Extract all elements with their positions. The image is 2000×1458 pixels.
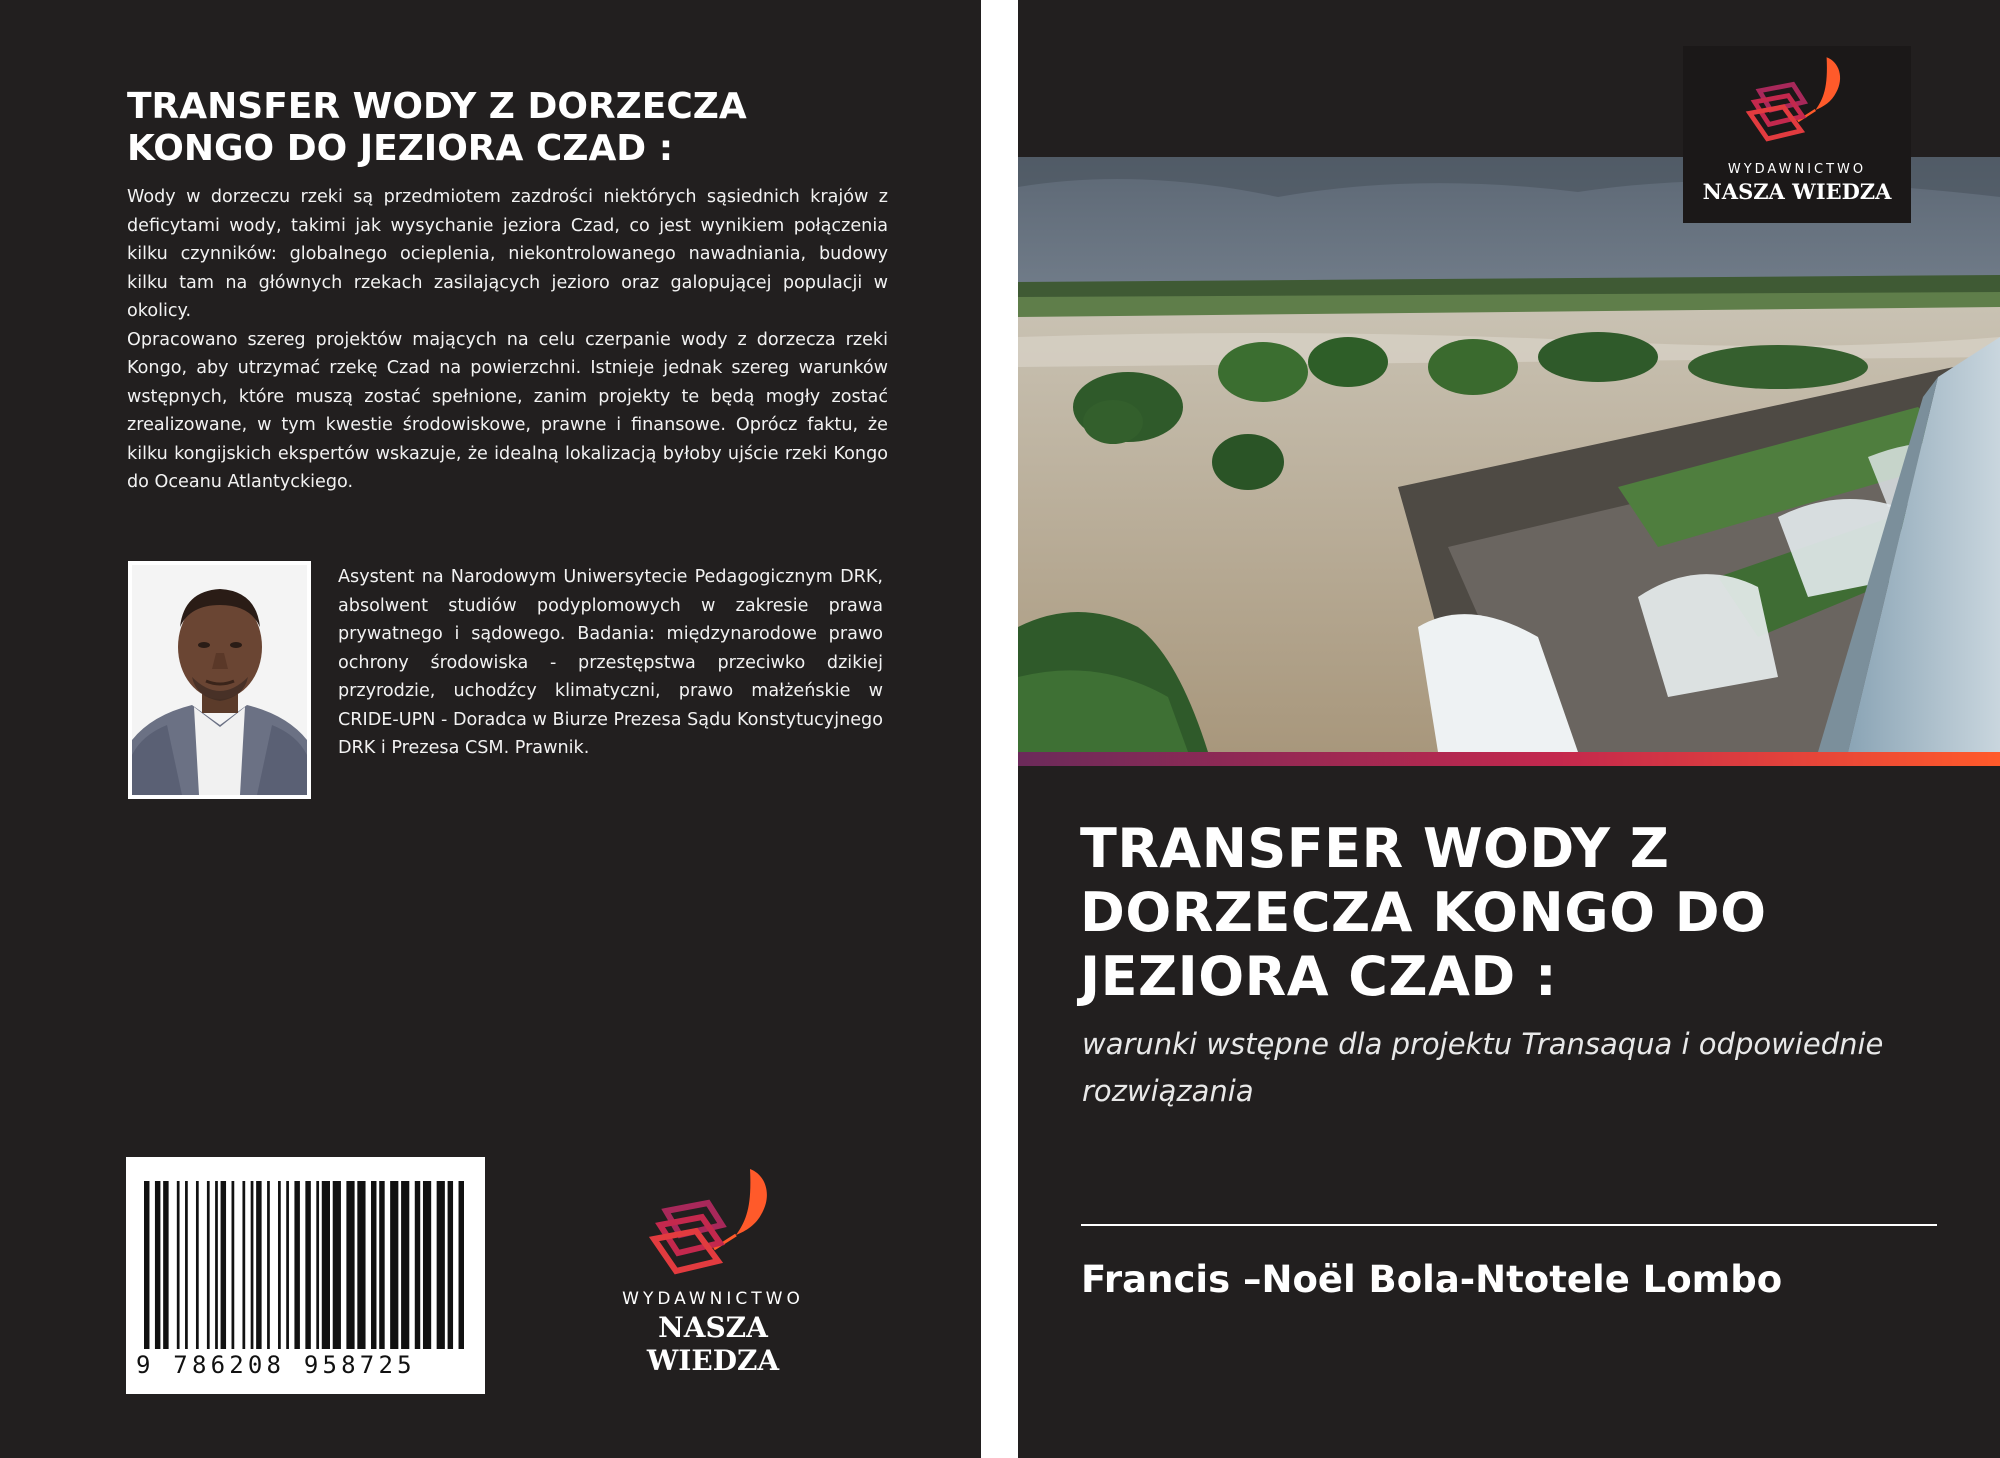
barcode-bar	[415, 1181, 420, 1349]
description-paragraph-1: Wody w dorzeczu rzeki są przedmiotem zazdrości niektórych sąsiednich krajów z deficytami wody, takimi jak wysychanie jeziora Czad, co jest wynikiem połączenia kilku czynników: globalnego ocieplenia, niekontrolowanego nawadniania, budowy kilku tam na głównych rzekach zasilających jezioro oraz galopującej populacji w okolicy.	[127, 187, 888, 321]
barcode-bar	[305, 1181, 310, 1349]
barcode-bar	[390, 1181, 398, 1349]
back-cover-title: TRANSFER WODY Z DORZECZA KONGO DO JEZIORA CZAD :	[127, 86, 747, 169]
barcode-bar	[251, 1181, 254, 1349]
back-cover	[0, 0, 981, 1458]
barcode-bar	[333, 1181, 341, 1349]
barcode-bar	[401, 1181, 409, 1349]
barcode-bar	[185, 1181, 188, 1349]
barcode-bar	[256, 1181, 261, 1349]
book-description	[127, 183, 888, 497]
barcode-bar	[459, 1181, 464, 1349]
barcode-bars	[144, 1181, 465, 1349]
barcode-bar	[294, 1181, 299, 1349]
barcode-bar	[437, 1181, 445, 1349]
barcode-bar	[357, 1181, 365, 1349]
barcode-bar	[371, 1181, 376, 1349]
publisher-logo-back	[588, 1165, 838, 1377]
publisher-label-big: NASZA WIEDZA	[646, 1311, 780, 1377]
barcode-bar	[232, 1181, 235, 1349]
publisher-label-small: WYDAWNICTWO	[622, 1289, 804, 1309]
book-quill-logo-icon	[638, 1165, 788, 1285]
cover-photo-river-dam	[1018, 157, 2000, 752]
isbn-barcode	[126, 1157, 485, 1394]
front-cover-title: TRANSFER WODY Z DORZECZA KONGO DO JEZIORA CZAD :	[1080, 817, 1767, 1008]
barcode-bar	[379, 1181, 384, 1349]
barcode-bar	[144, 1181, 149, 1349]
barcode-bar	[196, 1181, 199, 1349]
barcode-bar	[242, 1181, 245, 1349]
barcode-bar	[163, 1181, 168, 1349]
barcode-bar	[267, 1181, 270, 1349]
author-name: Francis –Noël Bola-Ntotele Lombo	[1081, 1258, 1783, 1301]
barcode-bar	[177, 1181, 180, 1349]
publisher-label-small: WYDAWNICTWO	[1727, 162, 1867, 177]
front-cover	[1018, 0, 2000, 1458]
barcode-bar	[155, 1181, 160, 1349]
front-cover-subtitle: warunki wstępne dla projektu Transaqua i odpowiednie rozwiązania	[1082, 1027, 1884, 1108]
barcode-bar	[316, 1181, 319, 1349]
author-bio: Asystent na Narodowym Uniwersytecie Pedagogicznym DRK, absolwent studiów podyplomowych w zakresie prawa prywatnego i sądowego. Badania: międzynarodowe prawo ochrony środowiska - przestępstwa przeciwko dzikiej przyrodzie, uchodźcy klimatyczni, prawo małżeńskie w CRIDE-UPN - Doradca w Biurze Prezesa Sądu Konstytucyjnego DRK i Prezesa CSM. Prawnik.	[338, 567, 883, 758]
publisher-label-big: NASZA WIEDZA	[1702, 179, 1892, 204]
description-paragraph-2: Opracowano szereg projektów mających na celu czerpanie wody z dorzecza rzeki Kongo, aby utrzymać rzekę Czad na powierzchni. Istnieje jednak szereg warunków wstępnych, które muszą zostać spełnione, zanim projekty te będą mogły zostać zrealizowane, w tym kwestie środowiskowe, prawne i finansowe. Oprócz faktu, że kilku kongijskich ekspertów wskazuje, że idealną lokalizacją byłoby ujście rzeki Kongo do Oceanu Atlantyckiego.	[127, 329, 888, 492]
barcode-bar	[278, 1181, 281, 1349]
barcode-bar	[346, 1181, 354, 1349]
barcode-bar	[215, 1181, 218, 1349]
book-quill-logo-icon	[1737, 54, 1857, 150]
barcode-bar	[207, 1181, 210, 1349]
isbn-number: 9 786208 958725	[136, 1351, 416, 1379]
barcode-bar	[423, 1181, 431, 1349]
barcode-bar	[322, 1181, 330, 1349]
publisher-logo-front	[1683, 46, 1911, 223]
barcode-bar	[221, 1181, 226, 1349]
barcode-bar	[448, 1181, 453, 1349]
title-divider	[1081, 1224, 1937, 1226]
author-photo	[128, 561, 311, 799]
barcode-bar	[286, 1181, 289, 1349]
accent-gradient-bar	[1018, 752, 2000, 766]
